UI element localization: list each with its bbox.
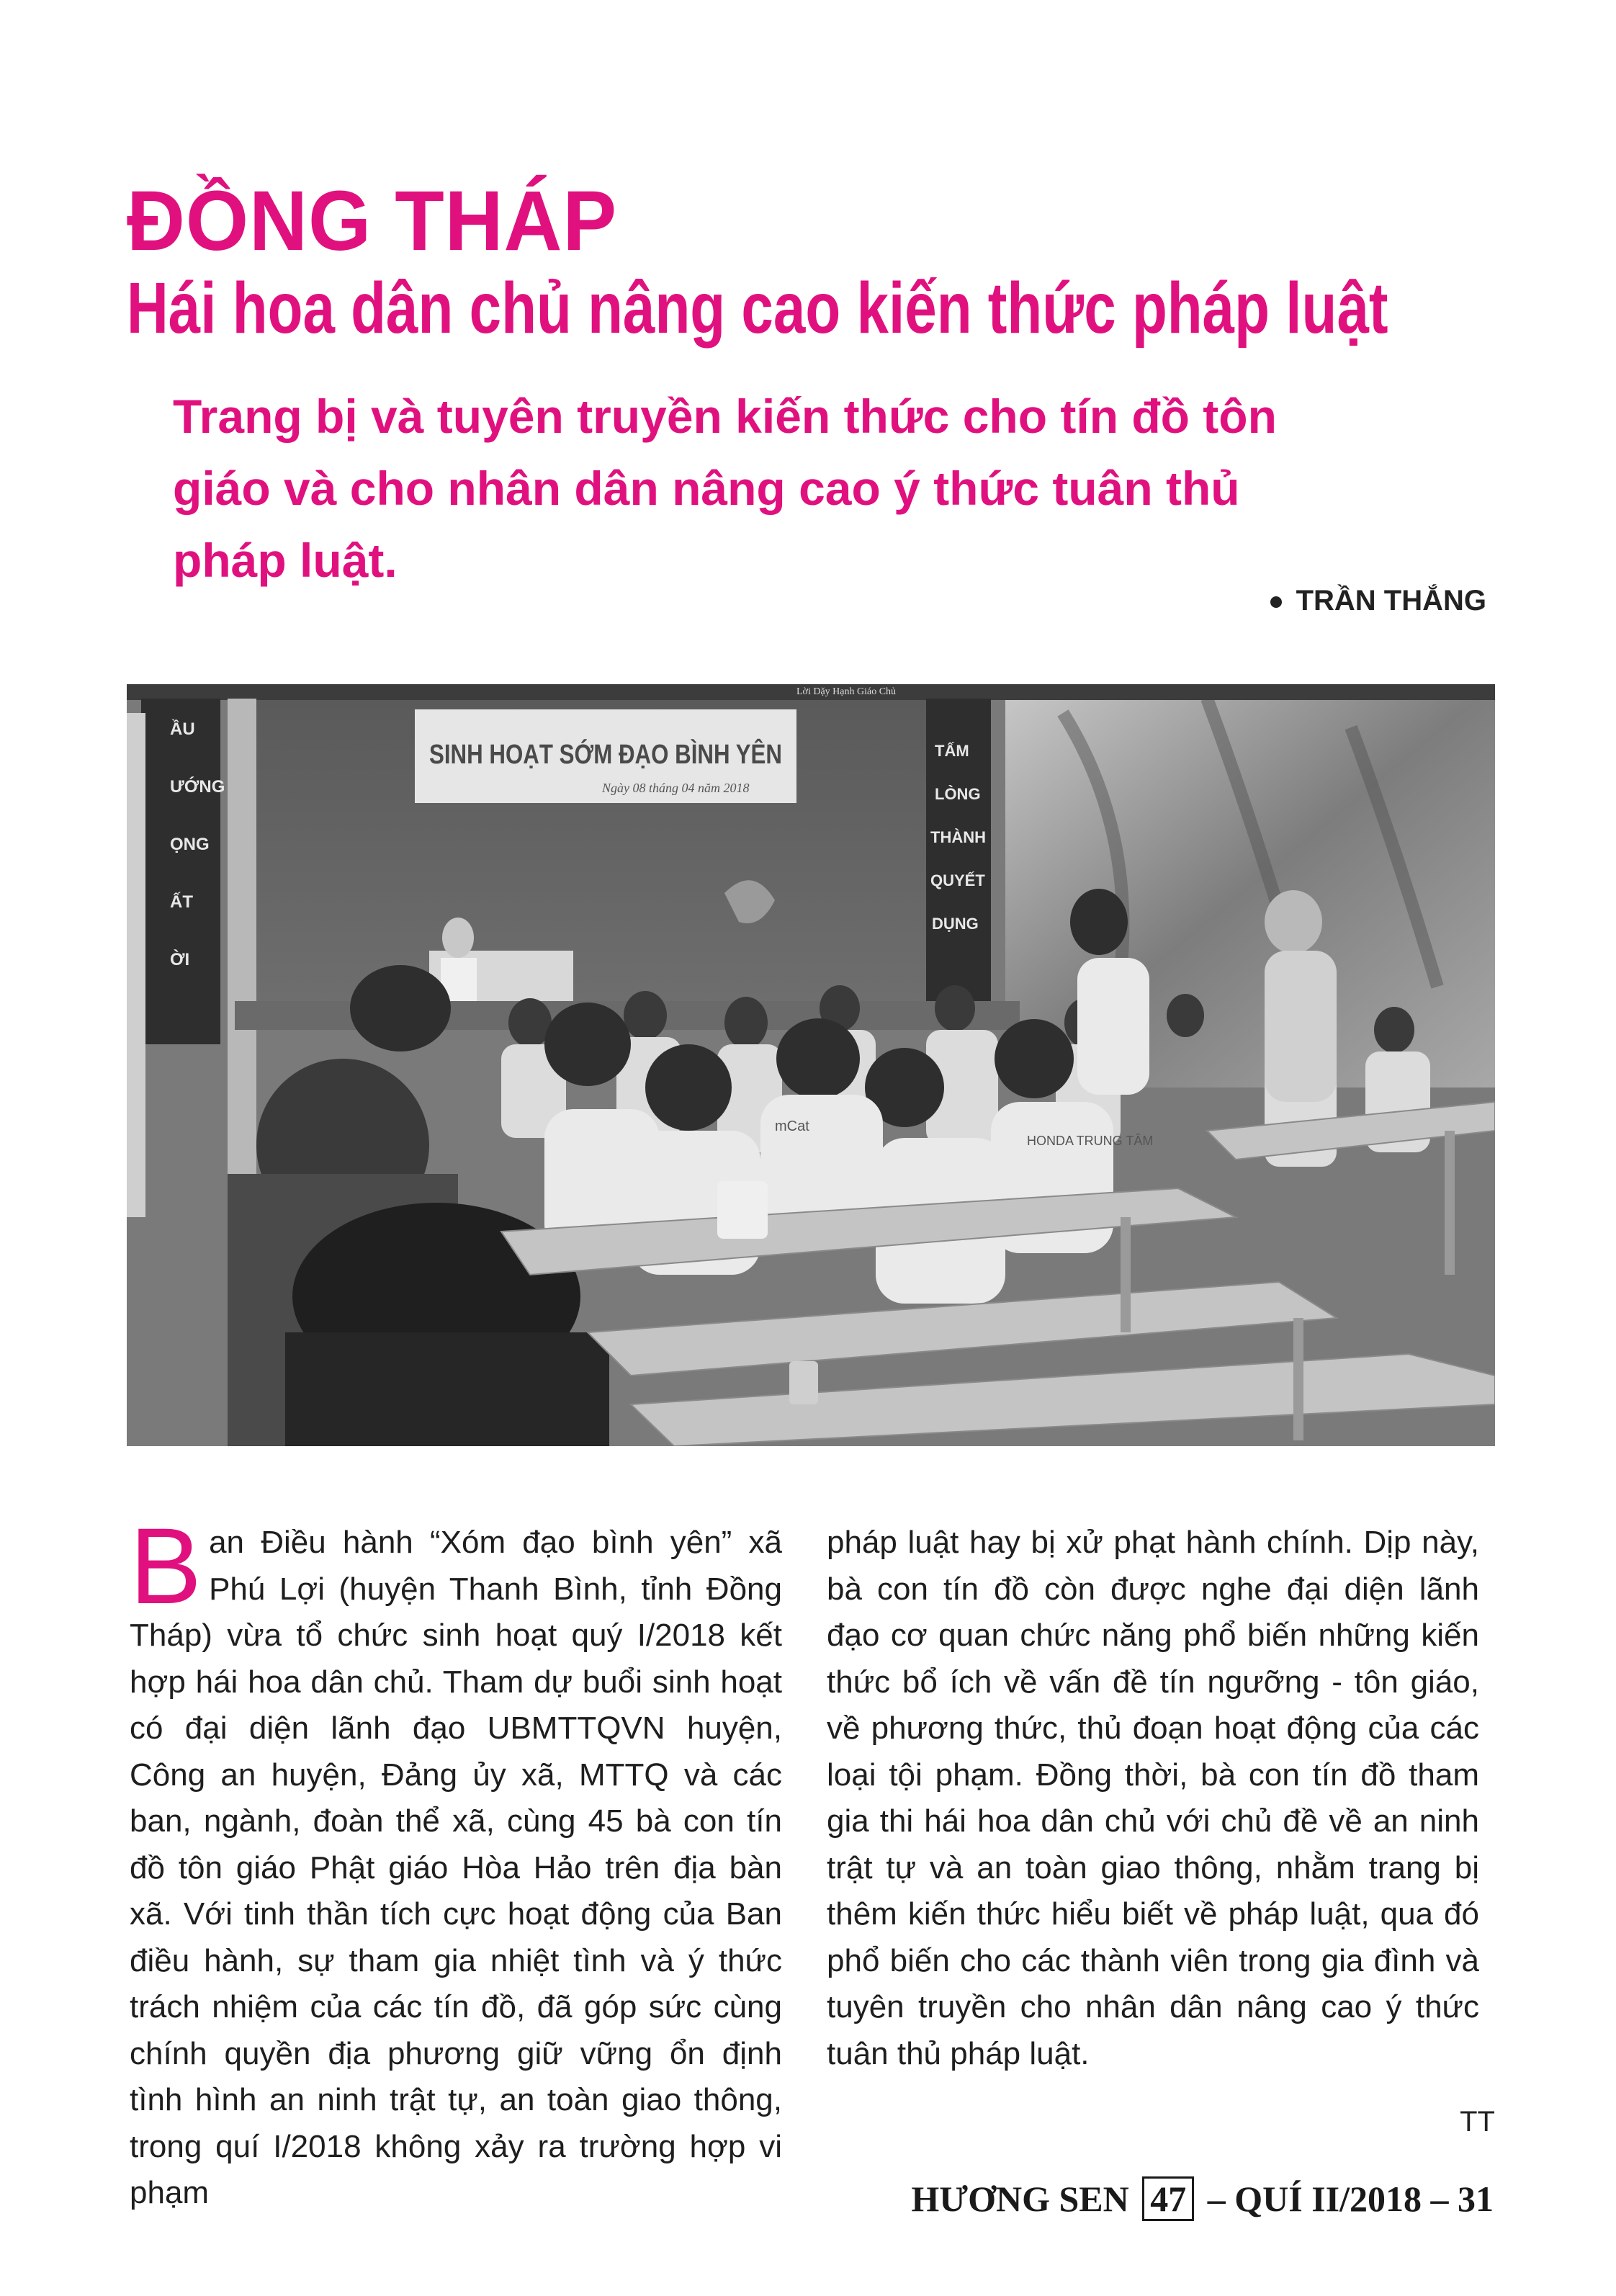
banner-date: Ngày 08 tháng 04 năm 2018: [602, 781, 750, 795]
article-lead: [173, 380, 1476, 596]
pillar-char: LÒNG: [935, 785, 981, 803]
lead-line: giáo và cho nhân dân nâng cao ý thức tuân thủ: [173, 462, 1240, 515]
pillar-char: ỌNG: [170, 835, 210, 854]
body-column-left: [130, 1505, 782, 2217]
pillar-char: QUYẾT: [930, 871, 985, 889]
body-text: an Điều hành “Xóm đạo bình yên” xã Phú Lợi (huyện Thanh Bình, tỉnh Đồng Tháp) vừa tổ chức sinh hoạt quý I/2018 kết hợp hái hoa dân chủ. Tham dự buổi sinh hoạt có đại diện lãnh đạo UBMTTQVN huyện, Công an huyện, Đảng ủy xã, MTTQ và các ban, ngành, đoàn thể xã, cùng 45 bà con tín đồ tôn giáo Phật giáo Hòa Hảo trên địa bàn xã. Với tinh thần tích cực hoạt động của Ban điều hành, sự tham gia nhiệt tình và ý thức trách nhiệm của các tín đồ, đã góp sức cùng chính quyền địa phương giữ vững ổn định tình hình an ninh trật tự, an toàn giao thông, trong quí I/2018 không xảy ra trường hợp vi phạm: [130, 1525, 782, 2210]
body-paragraph: pháp luật hay bị xử phạt hành chính. Dịp này, bà con tín đồ còn được nghe đại diện lãnh đạo cơ quan chức năng phổ biến những kiến thức bổ ích về vấn đề tín ngưỡng - tôn giáo, về phương thức, thủ đoạn hoạt động của các loại tội phạm. Đồng thời, bà con tín đồ tham gia thi hái hoa dân chủ với chủ đề về an ninh trật tự và an toàn giao thông, nhằm trang bị thêm kiến thức hiểu biết về pháp luật, qua đó phổ biến cho các thành viên trong gia đình và tuyên truyền cho nhân dân nâng cao ý thức tuân thủ pháp luật.: [827, 1525, 1479, 2071]
pillar-char: THÀNH: [930, 828, 986, 846]
bullet-icon: [1270, 596, 1282, 608]
lead-line: Trang bị và tuyên truyền kiến thức cho tín đồ tôn: [173, 390, 1277, 443]
shirt-text: HONDA TRUNG TÂM: [1027, 1134, 1154, 1148]
drop-cap: B: [130, 1505, 202, 1626]
page-number: 31: [1458, 2179, 1494, 2219]
body-paragraph: [130, 1505, 782, 2217]
pillar-char: ỜI: [170, 950, 190, 969]
page-footer: [911, 2176, 1494, 2221]
quarter-label: – QUÍ II/2018 –: [1207, 2179, 1449, 2219]
pillar-char: DỤNG: [932, 915, 979, 933]
pillar-char: ẦU: [170, 719, 195, 739]
magazine-name: HƯƠNG SEN: [911, 2179, 1129, 2219]
article-headline: Hái hoa dân chủ nâng cao kiến thức pháp luật: [127, 268, 1388, 349]
pillar-char: ƯỚNG: [170, 777, 225, 797]
banner-title: SINH HOẠT SỚM ĐẠO BÌNH YÊN: [429, 740, 858, 770]
issue-number: 47: [1142, 2176, 1194, 2221]
article-kicker: ĐỒNG THÁP: [127, 174, 618, 269]
body-column-right: [827, 1520, 1479, 2077]
byline: [1270, 585, 1486, 617]
article-signoff: TT: [1460, 2106, 1495, 2138]
pillar-char: TẤM: [935, 742, 969, 760]
author-name: TRẦN THẮNG: [1296, 585, 1486, 616]
article-photo: [127, 684, 1495, 1446]
meeting-photo-illustration: [127, 684, 1495, 1446]
pillar-char: ẤT: [170, 892, 193, 912]
top-sign: Lời Dặy Hạnh Giáo Chủ: [796, 686, 897, 697]
cap-text: mCat: [775, 1118, 809, 1134]
lead-line: pháp luật.: [173, 534, 398, 587]
